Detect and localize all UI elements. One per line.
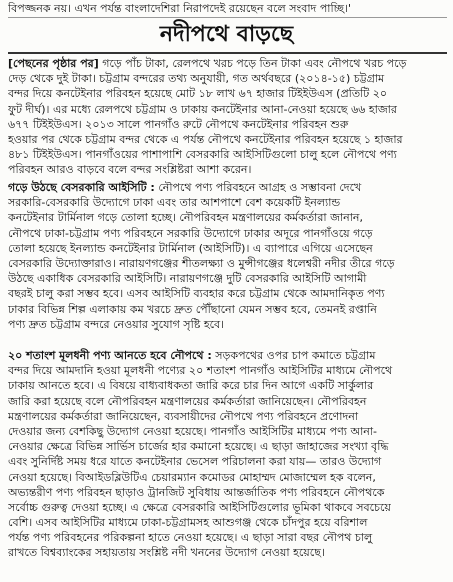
- paragraph-line: [পেছনের পৃষ্ঠার পর] গড়ে পাঁচ টাকা, রেলপথে খরচ পড়ে তিন টাকা এবং নৌপথে খরচ পড়ে: [8, 57, 407, 70]
- paragraph-line: বন্দর দিয়ে আমদানি হওয়া মূলধনী পণ্যের ২০ শতাংশ পানগাঁও আইসিটির মাধ্যমে নৌপথে: [8, 364, 393, 378]
- paragraph-line: দেড় থেকে দুই টাকা। চট্টগ্রাম বন্দরের তথ্য অনুযায়ী, গত অর্থবছরে (২০১৪-১৫) চট্টগ্রাম: [8, 72, 385, 86]
- paragraph-line: হওয়ার পর থেকে চট্টগ্রাম বন্দর থেকে এ পর্যন্ত নৌপথে কনটেইনার পরিবহন হয়েছে ১ হাজার: [8, 132, 403, 146]
- paragraph-line: বেশি। এসব আইসিটির মাধ্যমে ঢাকা-চট্টগ্রামসহ আশুগঞ্জ থেকে চাঁদপুর হয়ে বরিশাল: [8, 516, 368, 530]
- subheading: ২০ শতাংশ মূলধনী পণ্য আনতে হবে নৌপথে :: [8, 349, 212, 362]
- paragraph-line: এবং সুনির্দিষ্ট সময় ধরে যাতে কনটেইনার ভেসেল পরিচালনা করা যায়— তারও উদ্যোগ: [8, 455, 382, 469]
- paragraph-line: জারি করা হয়েছে বলে নৌপরিবহন মন্ত্রণালয়ের কর্মকর্তারা জানিয়েছেন। নৌপরিবহন: [8, 394, 367, 408]
- paragraph-line: ৬৭৭ টিইইউএস। ২০১৩ সালে পানগাঁও রুটে নৌপথে কনটেইনার পরিবহন শুরু: [8, 117, 349, 131]
- paragraph-line: পর্যন্ত পণ্য পরিবহনের পরিকল্পনা হাতে নেওয়া হয়েছে। এ ছাড়া সারা বছর নৌপথ চালু: [8, 531, 373, 545]
- paragraph-line: বন্দর দিয়ে কনটেইনার পরিবহন হয়েছে মোট ১৮ লাখ ৬৭ হাজার টিইইউএস (প্রতিটি ২০: [8, 87, 388, 101]
- paragraph-private-icd: [8, 180, 447, 332]
- continuation-marker: [পেছনের পৃষ্ঠার পর]: [8, 57, 99, 70]
- paragraph-line: দেওয়ার জন্য বেশকিছু উদ্যোগ নেওয়া হয়েছে। পানগাঁও আইসিটির মাধ্যমে পণ্য আনা-: [8, 424, 377, 438]
- previous-article-snippet: বিপজ্জনক নয়। এখন পর্যন্ত বাংলাদেশিরা নিরাপদেই রয়েছেন বলে সংবাদ পাচ্ছি।': [8, 1, 447, 18]
- paragraph-line: বছরই চালু করা সম্ভব হবে। এসব আইসিটি ব্যবহার করে চট্টগ্রাম থেকে আমদানিকৃত পণ্য: [8, 287, 385, 301]
- subheading: গড়ে উঠছে বেসরকারি আইসিটি :: [8, 181, 155, 194]
- paragraph-line: ফুট দীর্ঘ)। এর মধ্যে রেলপথে চট্টগ্রাম ও ঢাকায় কনটেইনার আনা-নেওয়া হয়েছে ৬৬ হাজার: [8, 102, 397, 116]
- paragraph-line: গড়ে উঠছে বেসরকারি আইসিটি : নৌপথে পণ্য পরিবহনে আগ্রহ ও সম্ভাবনা দেখে: [8, 181, 362, 194]
- paragraph-capital-goods: [8, 348, 447, 561]
- paragraph-line: পণ্য দ্রুত চট্টগ্রাম বন্দরে নেওয়ার সুযোগ সৃষ্টি হবে।: [8, 317, 225, 331]
- paragraph-line: ২০ শতাংশ মূলধনী পণ্য আনতে হবে নৌপথে : সড়কপথের ওপর চাপ কমাতে চট্টগ্রাম: [8, 349, 376, 362]
- paragraph-continuation: [8, 56, 447, 178]
- paragraph-line: উঠছে একাধিক বেসরকারি আইসিটি। নারায়ণগঞ্জে দুটি বেসরকারি আইসিটি আগামী: [8, 272, 367, 286]
- paragraph-line: পরিবহন আরও বাড়বে বলে বন্দর সংশ্লিষ্টরা আশা করেন।: [8, 163, 252, 177]
- paragraph-line: ৪৮১ টিইইউএস। পানগাঁওয়ের পাশাপাশি বেসরকারি আইসিটিগুলো চালু হলে নৌপথে পণ্য: [8, 148, 397, 162]
- paragraph-line: সরকারি-বেসরকারি উদ্যোগে ঢাকা এবং তার আশপাশে বেশ কয়েকটি ইনল্যান্ড: [8, 196, 341, 210]
- paragraph-line: কনটেইনার টার্মিনাল গড়ে তোলা হচ্ছে। নৌপরিবহন মন্ত্রণালয়ের কর্মকর্তারা জানান,: [8, 211, 363, 225]
- paragraph-line: বেসরকারি উদ্যোক্তারাও। নারায়ণগঞ্জের শীতলক্ষ্যা ও মুন্সীগঞ্জের ধলেশ্বরী নদীর তীরে গড়ে: [8, 256, 395, 270]
- article-headline: নদীপথে বাড়ছে: [159, 22, 294, 47]
- paragraph-line: নেওয়ার ক্ষেত্রে বিভিন্ন সার্ভিস চার্জের হার কমানো হয়েছে। এ ছাড়া জাহাজের সংখ্যা বৃদ্ধি: [8, 440, 389, 454]
- paragraph-line: সর্বোচ্চ গুরুত্ব দেওয়া হচ্ছে। এ ক্ষেত্রে বেসরকারি আইসিটিগুলোর ভূমিকা থাকবে সবচেয়ে: [8, 500, 391, 514]
- headline-rule: [8, 52, 447, 54]
- paragraph-line: মন্ত্রণালয়ের কর্মকর্তারা জানিয়েছেন, ব্যবসায়ীদের নৌপথে পণ্য পরিবহনে প্রণোদনা: [8, 409, 359, 423]
- paragraph-line: অভ্যন্তরীণ পণ্য পরিবহন ছাড়াও ট্রানজিট সুবিধায় আন্তর্জাতিক পণ্য পরিবহনে নৌপথকে: [8, 485, 385, 499]
- paragraph-line: ঢাকায় আনতে হবে। এ বিষয়ে বাধ্যবাধকতা জারি করে চার দিন আগে একটি সার্কুলার: [8, 379, 374, 393]
- paragraph-line: তোলা হয়েছে ইনল্যান্ড কনটেইনার টার্মিনাল (আইসিটি)। এ ব্যাপারে এগিয়ে এসেছেন: [8, 241, 373, 255]
- paragraph-line: নেওয়া হয়েছে। বিআইডব্লিউটিএ চেয়ারম্যান কমোডর মোহাম্মদ মোজাম্মেল হক বলেন,: [8, 470, 376, 484]
- paragraph-line: ঢাকার বিভিন্ন শিল্প এলাকায় কম খরচে দ্রুত পৌঁছানো যেমন সম্ভব হবে, তেমনই রপ্তানি: [8, 302, 377, 316]
- paragraph-line: নৌপথে ঢাকা-চট্টগ্রাম পণ্য পরিবহনে সরকারি উদ্যোগে ঢাকার অদূরে পানগাঁওয়ে গড়ে: [8, 226, 373, 240]
- paragraph-line: রাখতে বিশ্বব্যাংকের সহায়তায় সংশ্লিষ্ট নদী খননের উদ্যোগ নেওয়া হয়েছে।: [8, 546, 325, 560]
